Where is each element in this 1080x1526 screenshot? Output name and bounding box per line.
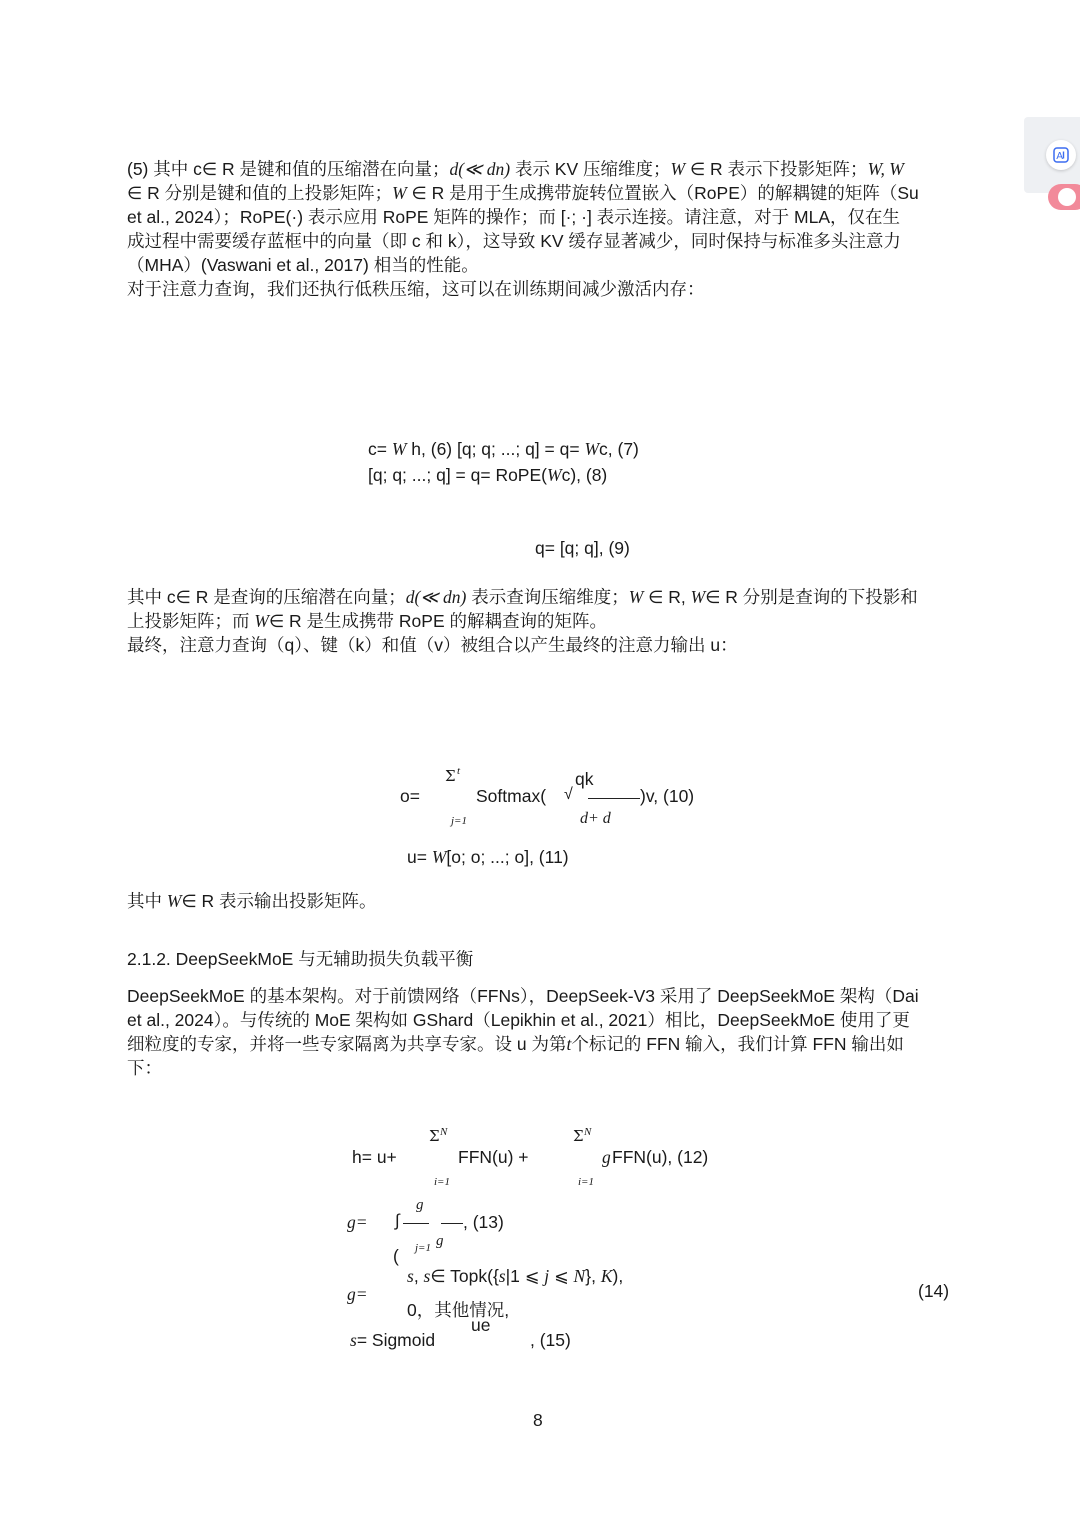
svg-text:A: A — [1056, 151, 1064, 162]
paragraph-query-compression: 对于注意力查询，我们还执行低秩压缩，这可以在训练期间减少激活内存： — [127, 279, 705, 299]
paragraph-output-projection: 其中 W∈ R 表示输出投影矩阵。 — [127, 891, 377, 911]
paragraph-deepseekmoe: DeepSeekMoE 的基本架构。对于前馈网络（FFNs），DeepSeek-V3 采用了 DeepSeekMoE 架构（Dai et al., 2024）。与传统的 MoE 架构如 GShard（Lepikhin et al., 2021）相比，DeepSeekMoE 使用了更 细粒度的专家，并将一些专家隔离为共享专家。设 u 为第t个标记的 FFN 输入，我们计算 FFN 输出如 下： — [127, 986, 919, 1078]
assistant-face-icon — [1058, 188, 1076, 206]
paragraph-mla-definitions: (5) 其中 c∈ R 是键和值的压缩潜在向量；d(≪ dn) 表示 KV 压缩维度；W ∈ R 表示下投影矩阵；W, W ∈ R 分别是键和值的上投影矩阵；W ∈ R 是用于生成携带旋转位置嵌入（RoPE）的解耦键的矩阵（Su et al., 2024）；RoPE(·) 表示应用 RoPE 矩阵的操作；而 [·; ·] 表示连接。请注意，对于 MLA，仅在生 成过程中需要缓存蓝框中的向量（即 c 和 k），这导致 KV 缓存显著减少，同时保持与标准多头注意力 （MHA）(Vaswani et al., 2017) 相当的性能。 — [127, 159, 919, 275]
assistant-button[interactable] — [1048, 184, 1080, 210]
equation-8: [q; q; ...; q] = q= RoPE(Wc), (8) — [368, 465, 608, 485]
paragraph-query-definitions: 其中 c∈ R 是查询的压缩潜在向量；d(≪ dn) 表示查询压缩维度；W ∈ R, W∈ R 分别是查询的下投影和 上投影矩阵；而 W∈ R 是生成携带 RoPE 的解耦查询的矩阵。 最终，注意力查询（q）、键（k）和值（v）被组合以产生最终的注意力输出 u： — [127, 587, 918, 655]
fraction-bar — [403, 1223, 429, 1224]
equation-6-7: c= W h, (6) [q; q; ...; q] = q= Wc, (7) — [368, 439, 639, 459]
equation-9: q= [q; q], (9) — [535, 538, 630, 558]
section-heading: 2.1.2. DeepSeekMoE 与无辅助损失负载平衡 — [127, 949, 474, 969]
fraction-bar — [441, 1223, 463, 1224]
equation-11: u= W[o; o; ...; o], (11) — [407, 847, 569, 867]
translate-icon — [1052, 146, 1070, 164]
translate-button[interactable] — [1046, 140, 1076, 170]
page-number: 8 — [533, 1410, 543, 1430]
fraction-bar — [588, 798, 640, 799]
